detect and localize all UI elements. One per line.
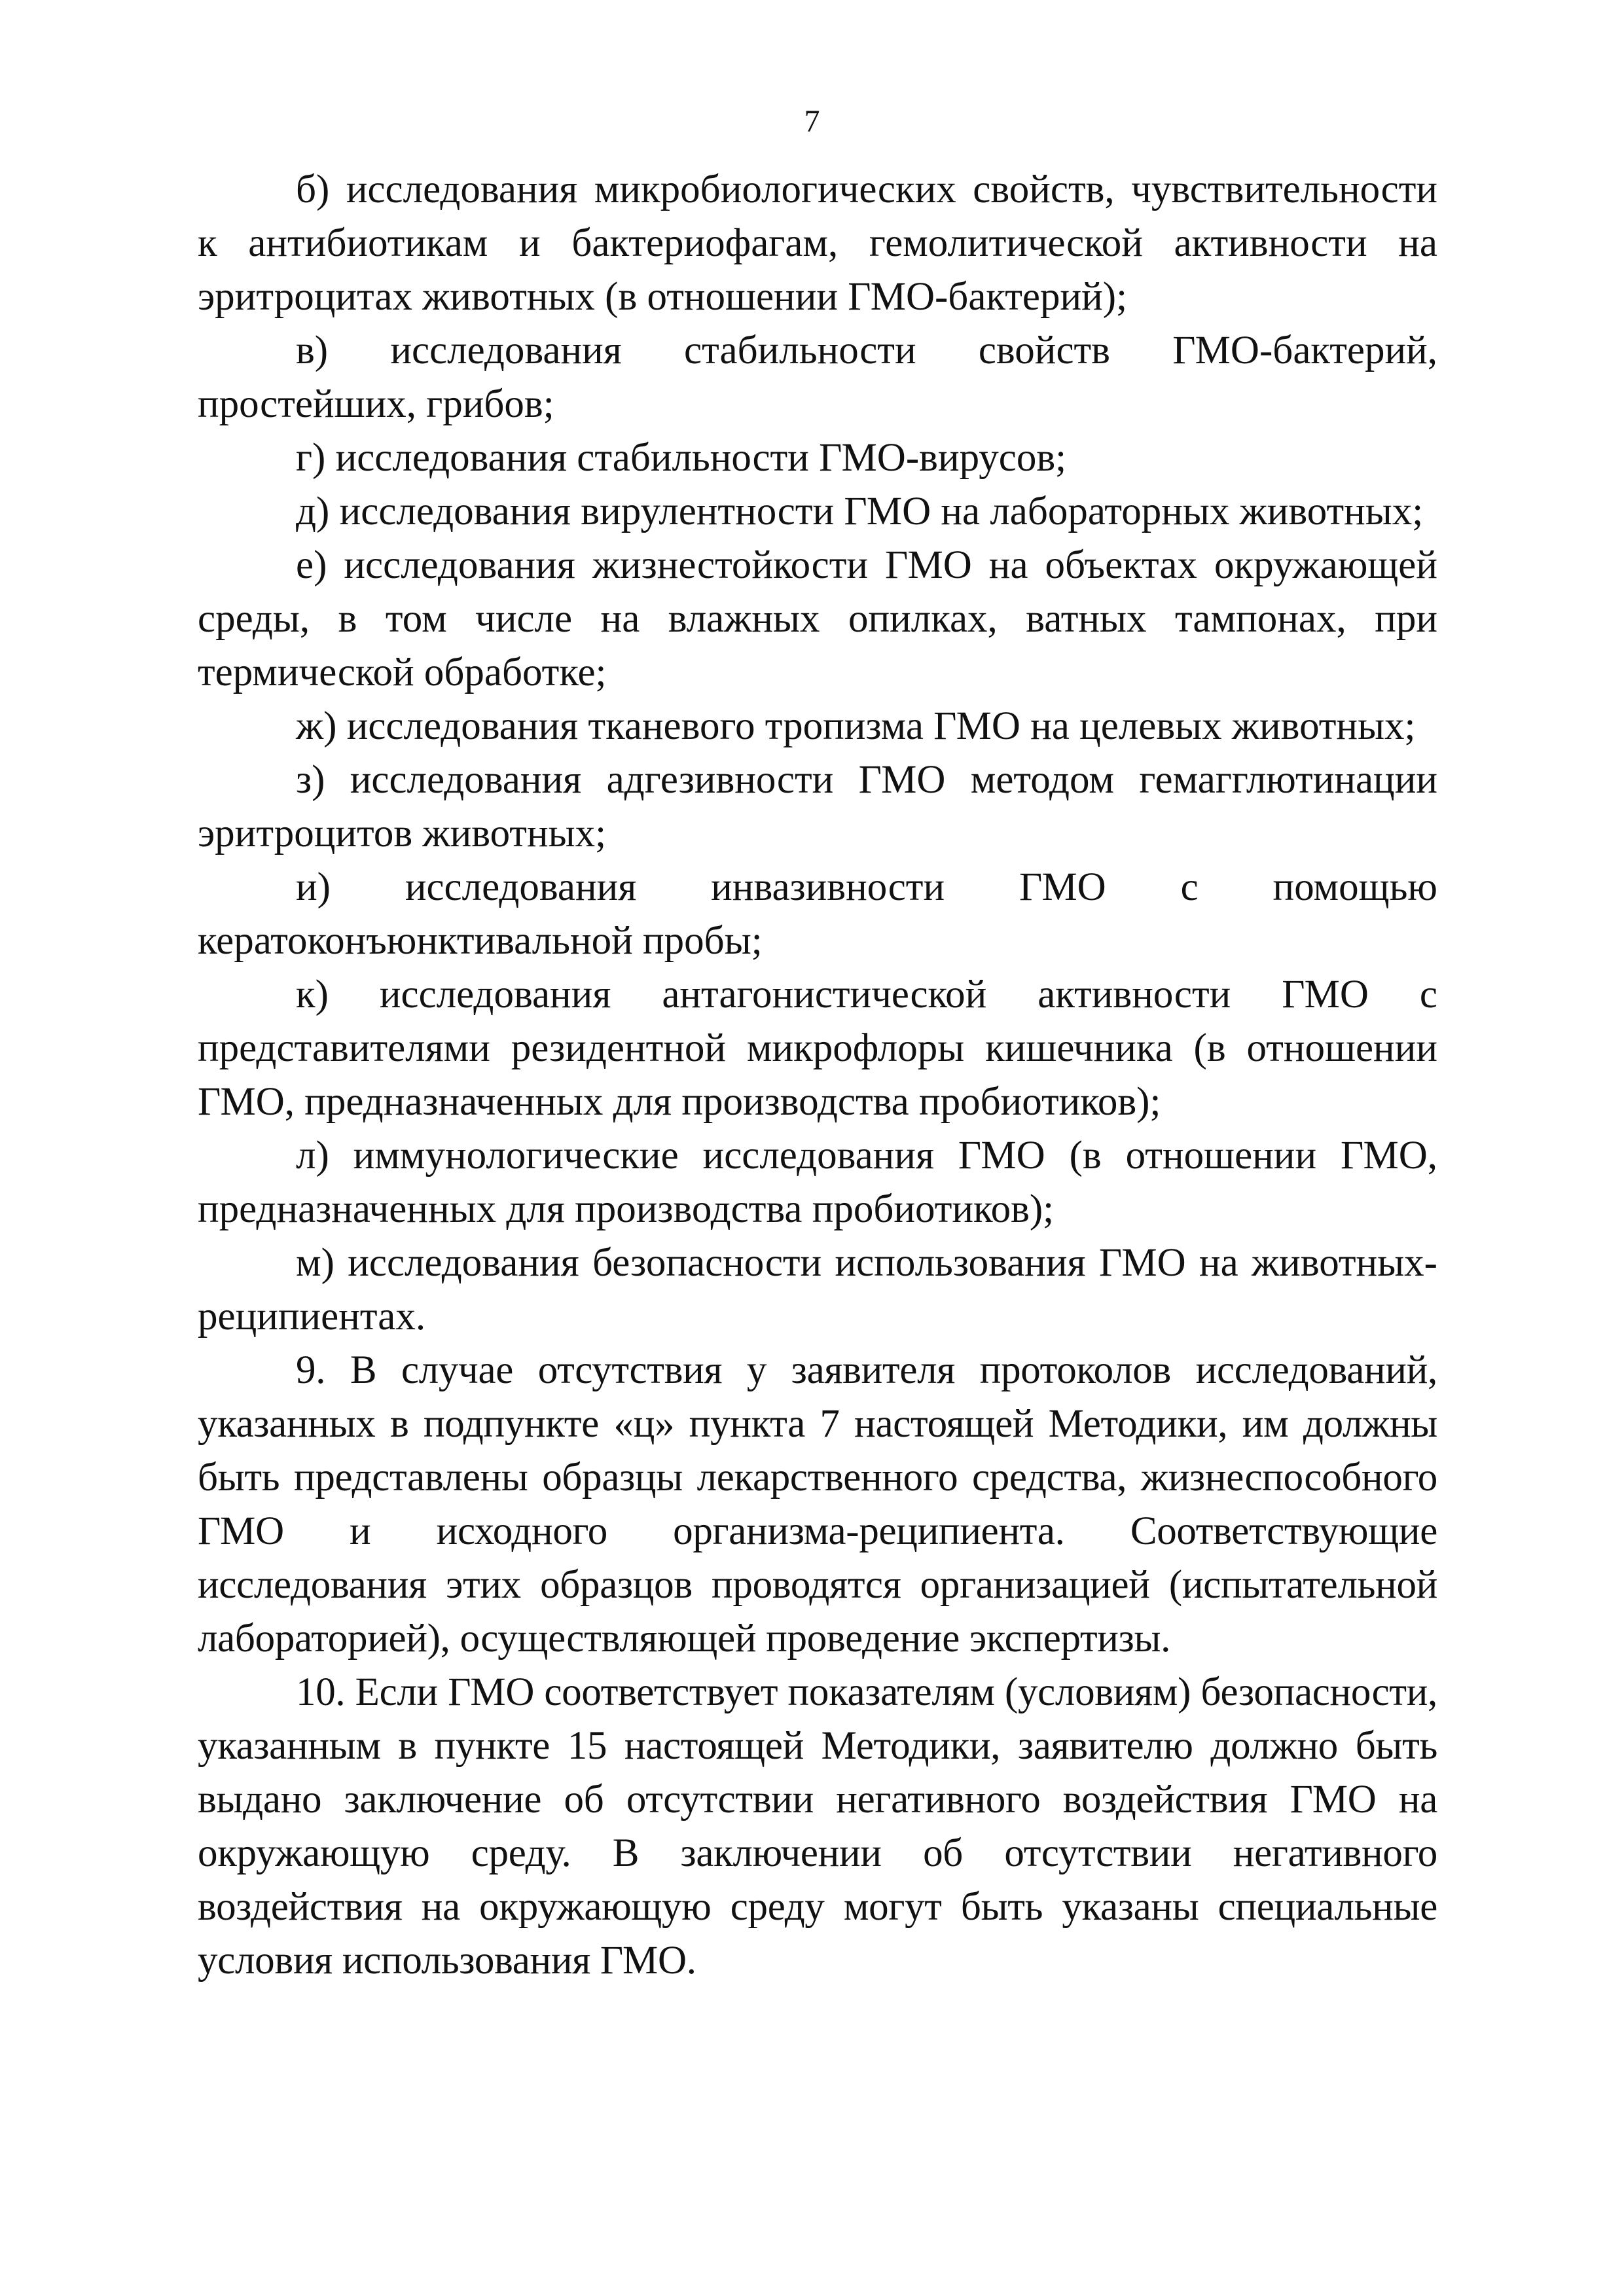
page-number: 7 — [804, 104, 820, 139]
list-item-z: з) исследования адгезивности ГМО методом гемагглютинации эритроцитов животных; — [198, 758, 1437, 855]
list-item-k: к) исследования антагонистической активности ГМО с представителями резидентной микрофлоры кишечника (в отношении ГМО, предназначенных для производства пробиотиков); — [198, 973, 1437, 1124]
paragraph-10: 10. Если ГМО соответствует показателям (условиям) безопасности, указанным в пункте 15 настоящей Методики, заявителю должно быть выдано заключение об отсутствии негативного воздействия ГМО на окружающую среду. В заключении об отсутствии негативного воздействия на окружающую среду могут быть указаны специальные условия использования ГМО. — [198, 1670, 1437, 1982]
list-item-i: и) исследования инвазивности ГМО с помощью кератоконъюнктивальной пробы; — [198, 865, 1437, 963]
list-item-v: в) исследования стабильности свойств ГМО-бактерий, простейших, грибов; — [198, 329, 1437, 426]
list-item-g: г) исследования стабильности ГМО-вирусов; — [296, 436, 1067, 480]
list-item-zh: ж) исследования тканевого тропизма ГМО на целевых животных; — [296, 704, 1416, 748]
list-item-e: е) исследования жизнестойкости ГМО на объектах окружающей среды, в том числе на влажных опилках, ватных тампонах, при термической обработке; — [198, 543, 1437, 694]
list-item-b: б) исследования микробиологических свойств, чувствительности к антибиотикам и бактериофагам, гемолитической активности на эритроцитах животных (в отношении ГМО-бактерий); — [198, 168, 1437, 319]
list-item-d: д) исследования вирулентности ГМО на лабораторных животных; — [296, 490, 1424, 533]
paragraph-9: 9. В случае отсутствия у заявителя протоколов исследований, указанных в подпункте «ц» пункта 7 настоящей Методики, им должны быть представлены образцы лекарственного средства, жизнеспособного ГМО и исходного организма-реципиента. Соответствующие исследования этих образцов проводятся организацией (испытательной лабораторией), осуществляющей проведение экспертизы. — [198, 1348, 1437, 1660]
list-item-m: м) исследования безопасности использования ГМО на животных-реципиентах. — [198, 1241, 1437, 1338]
document-body — [198, 163, 1437, 1988]
list-item-l: л) иммунологические исследования ГМО (в отношении ГМО, предназначенных для производства пробиотиков); — [198, 1134, 1437, 1231]
